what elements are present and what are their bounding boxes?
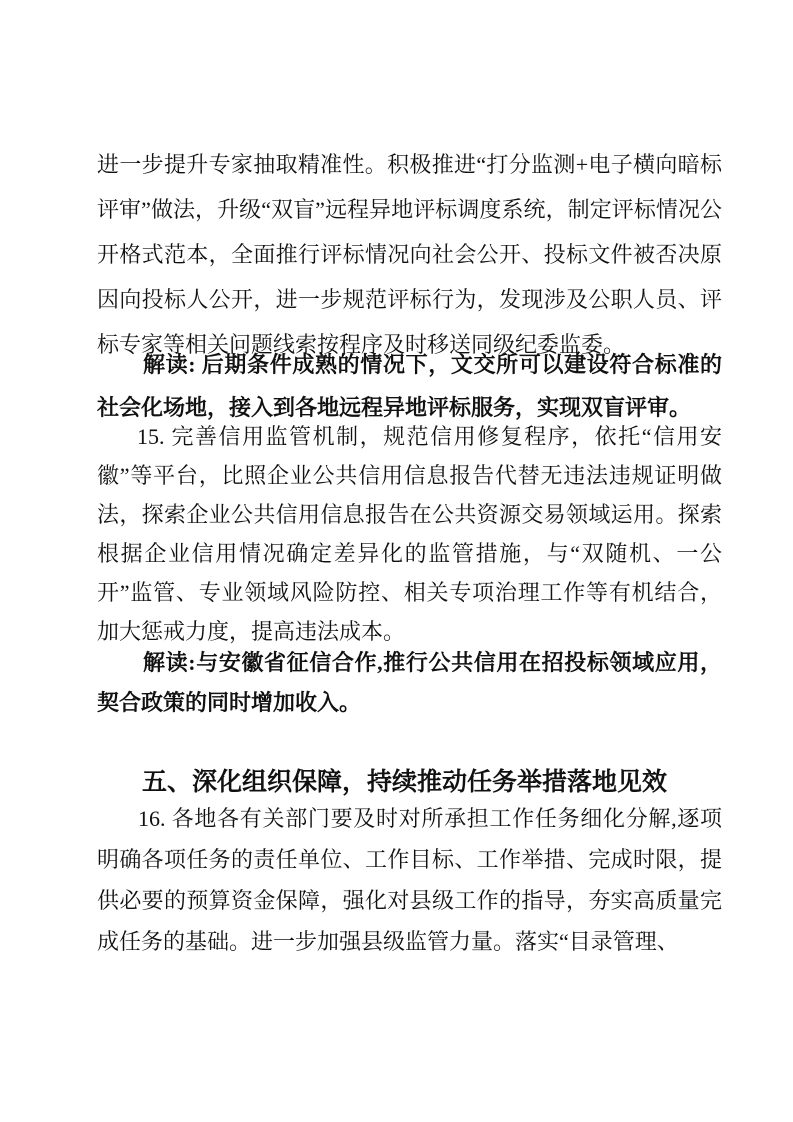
paragraph-item-14-continuation: 进一步提升专家抽取精准性。积极推进“打分监测+电子横向暗标评审”做法，升级“双盲”远程异地评标调度系统，制定评标情况公开格式范本，全面推行评标情况向社会公开、投标文件被否决原因向投标人公开，进一步规范评标行为，发现涉及公职人员、评标专家等相关问题线索按程序及时移送同级纪委监委。 [97,152,722,357]
paragraph-item-15: 15. 完善信用监管机制，规范信用修复程序，依托“信用安徽”等平台，比照企业公共信用信息报告代替无违法违规证明做法，探索企业公共信用信息报告在公共资源交易领域运用。探索根据企业信用情况确定差异化的监管措施，与“双随机、一公开”监管、专业领域风险防控、相关专项治理工作等有机结合，加大惩戒力度，提高违法成本。 [97,424,722,644]
paragraph-item-16: 16. 各地各有关部门要及时对所承担工作任务细化分解,逐项明确各项任务的责任单位、工作目标、工作举措、完成时限，提供必要的预算资金保障，强化对县级工作的指导，夯实高质量完成任务的基础。进一步加强县级监管力量。落实“目录管理、 [97,806,722,954]
section-heading-5: 五、深化组织保障，持续推动任务举措落地见效 [142,768,668,796]
interpretation-note-1: 解读: 后期条件成熟的情况下，文交所可以建设符合标准的社会化场地，接入到各地远程异地评标服务，实现双盲评审。 [97,352,722,420]
interpretation-note-2: 解读:与安徽省征信合作,推行公共信用在招投标领域应用，契合政策的同时增加收入。 [97,650,722,715]
